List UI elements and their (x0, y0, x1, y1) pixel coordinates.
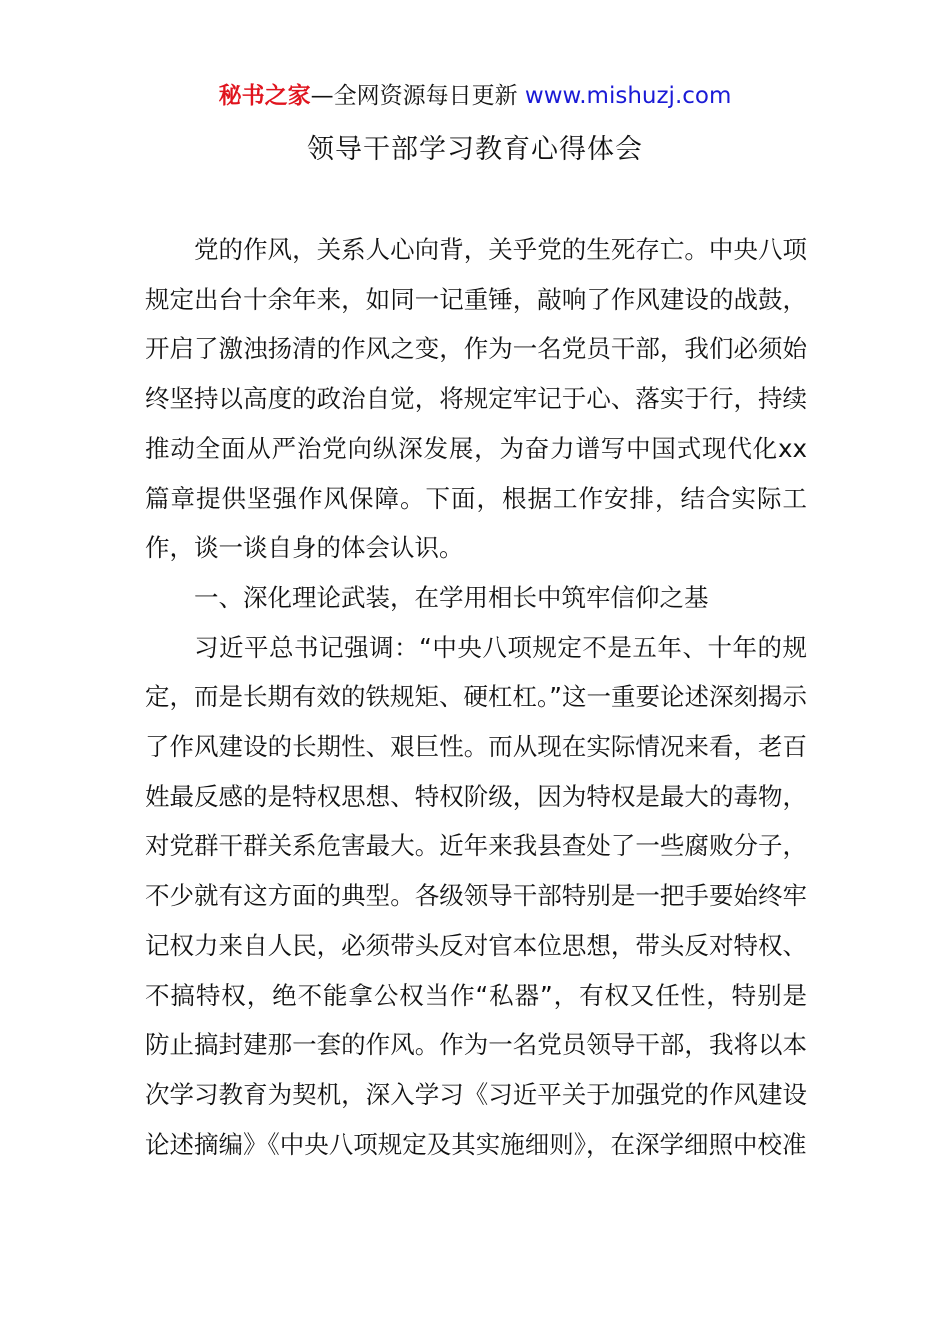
section-heading-1: 一、深化理论武装，在学用相长中筑牢信仰之基 (194, 582, 709, 612)
header-dash: — (310, 83, 334, 109)
brand-name: 秘书之家 (218, 83, 311, 109)
document-body (145, 225, 807, 1169)
site-url-link[interactable]: www.mishuzj.com (524, 83, 732, 109)
intro-paragraph: 党的作风，关系人心向背，关乎党的生死存亡。中央八项规定出台十余年来，如同一记重锤，敲响了作风建设的战鼓，开启了激浊扬清的作风之变，作为一名党员干部，我们必须始终坚持以高度的政治自觉，将规定牢记于心、落实于行，持续推动全面从严治党向纵深发展，为奋力谱写中国式现代化xx篇章提供坚强作风保障。下面，根据工作安排，结合实际工作，谈一谈自身的体会认识。 (145, 235, 807, 563)
document-title: 领导干部学习教育心得体会 (307, 134, 643, 165)
header-tagline: 全网资源每日更新 (333, 83, 525, 109)
site-header (0, 80, 950, 112)
section-1-paragraph: 习近平总书记强调：“中央八项规定不是五年、十年的规定，而是长期有效的铁规矩、硬杠杠。”这一重要论述深刻揭示了作风建设的长期性、艰巨性。而从现在实际情况来看，老百姓最反感的是特权思想、特权阶级，因为特权是最大的毒物，对党群干群关系危害最大。近年来我县查处了一些腐败分子，不少就有这方面的典型。各级领导干部特别是一把手要始终牢记权力来自人民，必须带头反对官本位思想，带头反对特权、不搞特权，绝不能拿公权当作“私器”，有权又任性，特别是防止搞封建那一套的作风。作为一名党员领导干部，我将以本次学习教育为契机，深入学习《习近平关于加强党的作风建设论述摘编》《中央八项规定及其实施细则》，在深学细照中校准 (145, 632, 807, 1159)
